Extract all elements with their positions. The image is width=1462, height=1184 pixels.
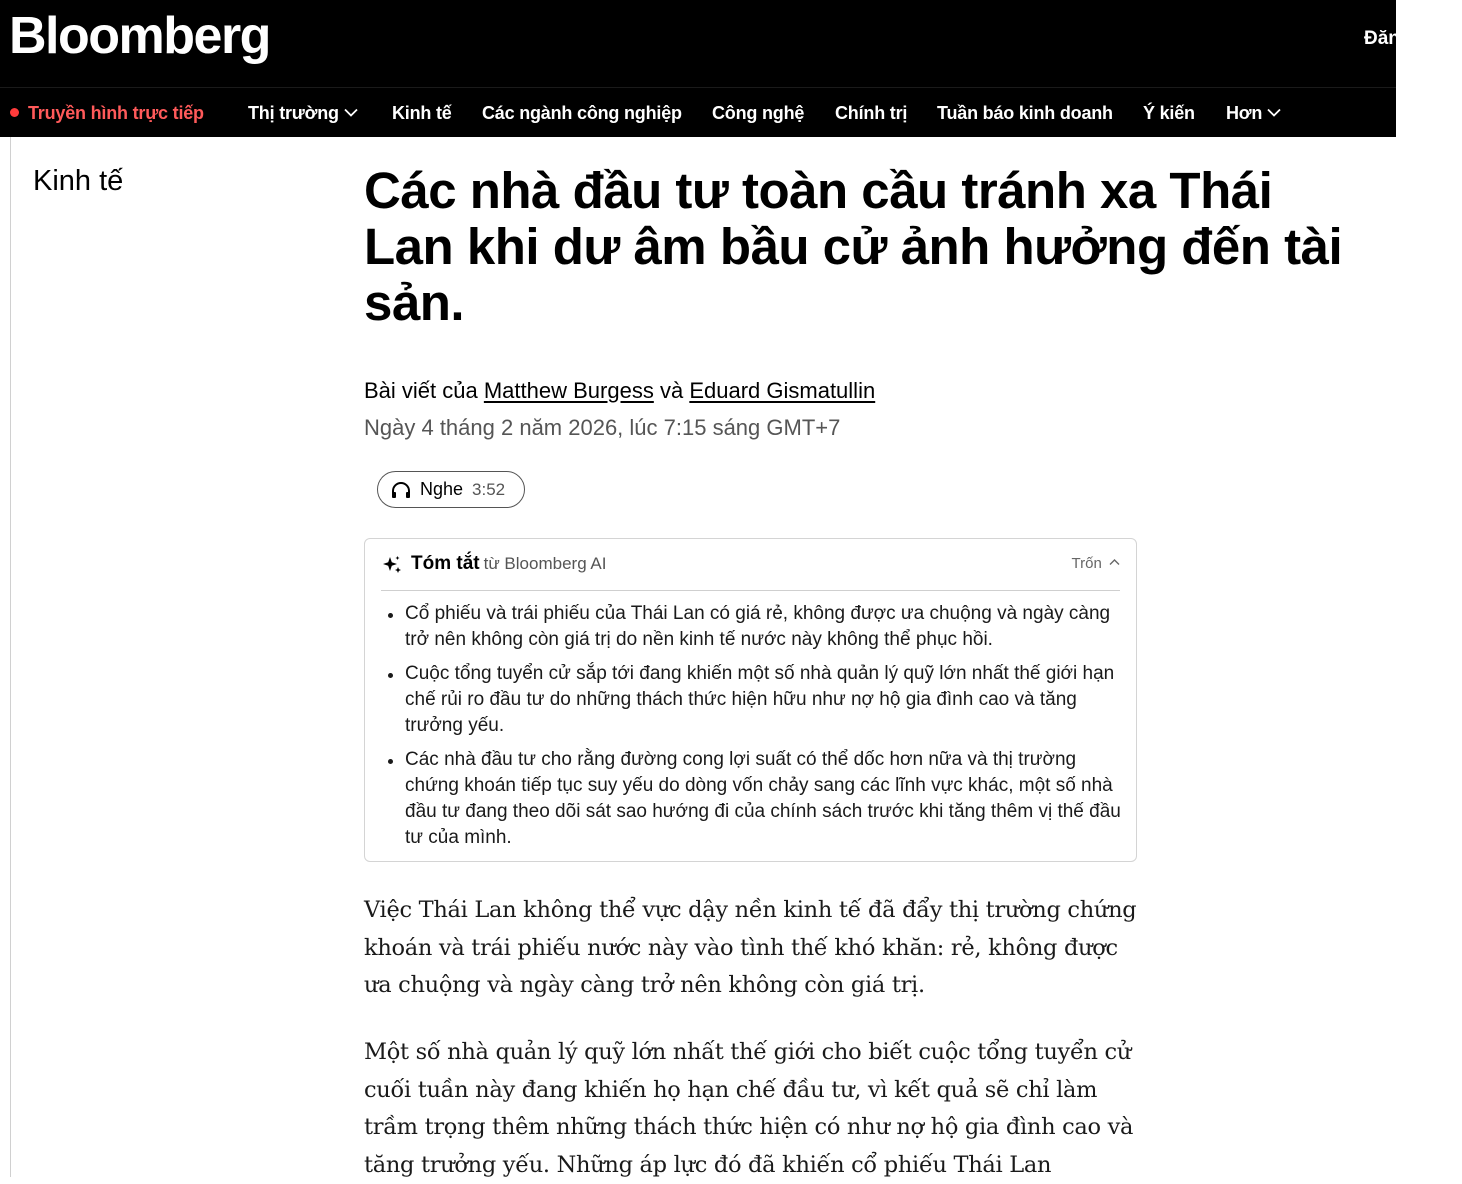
byline-prefix: Bài viết của [364,378,478,403]
headphones-icon [390,480,412,500]
article-headline: Các nhà đầu tư toàn cầu tránh xa Thái Lan khi dư âm bầu cử ảnh hưởng đến tài sản. [364,162,1343,331]
nav-live-tv[interactable] [10,88,204,138]
nav-opinion[interactable]: Ý kiến [1143,103,1195,123]
chevron-up-icon [1109,558,1120,566]
nav-live-label: Truyền hình trực tiếp [28,103,204,123]
summary-title-text: Tóm tắt [411,553,480,574]
summary-title [411,553,607,575]
listen-label: Nghe [420,479,464,499]
live-dot-icon [10,108,19,117]
nav-economics[interactable]: Kinh tế [392,103,452,123]
author-link-1[interactable]: Matthew Burgess [483,378,654,403]
left-divider [10,137,11,1177]
summary-bullet: Cuộc tổng tuyển cử sắp tới đang khiến một số nhà quản lý quỹ lớn nhất thế giới hạn chế rủi ro đầu tư do những thách thức hiện hữu như nợ hộ gia đình cao và tăng trưởng yếu. [405,661,1125,739]
summary-hide-label: Trốn [1071,555,1102,572]
chevron-down-icon [1267,108,1281,117]
ai-summary-box [364,538,1137,862]
top-header [0,0,1462,87]
nav-markets-label: Thị trường [248,103,339,123]
article-paragraph: Việc Thái Lan không thể vực dậy nền kinh tế đã đẩy thị trường chứng khoán và trái phiếu nước này vào tình thế khó khăn: rẻ, không được ưa chuộng và ngày càng trở nên không còn giá trị. [364,897,1137,998]
summary-source: từ Bloomberg AI [483,554,607,573]
sparkle-icon [381,555,403,577]
nav-more-label: Hơn [1226,103,1263,123]
publish-date: Ngày 4 tháng 2 năm 2026, lúc 7:15 sáng GMT+7 [364,415,841,440]
nav-technology[interactable]: Công nghệ [712,103,805,123]
listen-button[interactable] [377,471,525,508]
section-label[interactable]: Kinh tế [33,165,124,197]
nav-markets[interactable] [248,88,358,138]
signin-link[interactable]: Đăng nhập [1364,28,1462,49]
byline [364,376,875,406]
main-nav [0,87,1396,137]
summary-bullet: Cổ phiếu và trái phiếu của Thái Lan có giá rẻ, không được ưa chuộng và ngày càng trở nên không còn giá trị do nền kinh tế nước này không thể phục hồi. [405,601,1125,653]
nav-industries[interactable]: Các ngành công nghiệp [482,103,682,123]
nav-politics[interactable]: Chính trị [835,103,908,123]
summary-header [381,551,1120,591]
byline-and: và [659,378,684,403]
listen-duration: 3:52 [472,479,506,499]
bloomberg-logo[interactable]: Bloomberg [9,7,270,65]
author-link-2[interactable]: Eduard Gismatullin [689,378,876,403]
summary-bullet: Các nhà đầu tư cho rằng đường cong lợi suất có thể dốc hơn nữa và thị trường chứng khoán tiếp tục suy yếu do dòng vốn chảy sang các lĩnh vực khác, một số nhà đầu tư đang theo dõi sát sao hướng đi của chính sách trước khi tăng thêm vị thế đầu tư của mình. [405,747,1125,851]
nav-more[interactable] [1226,88,1281,138]
summary-hide-toggle[interactable] [1072,555,1120,572]
article-paragraph: Một số nhà quản lý quỹ lớn nhất thế giới cho biết cuộc tổng tuyển cử cuối tuần này đang khiến họ hạn chế đầu tư, vì kết quả sẽ chỉ làm trầm trọng thêm những thách thức hiện có như nợ hộ gia đình cao và tăng trưởng yếu. Những áp lực đó đã khiến cổ phiếu Thái Lan [364,1039,1134,1178]
nav-businessweek[interactable]: Tuần báo kinh doanh [937,103,1113,123]
summary-list [405,601,1125,859]
chevron-down-icon [344,108,358,117]
